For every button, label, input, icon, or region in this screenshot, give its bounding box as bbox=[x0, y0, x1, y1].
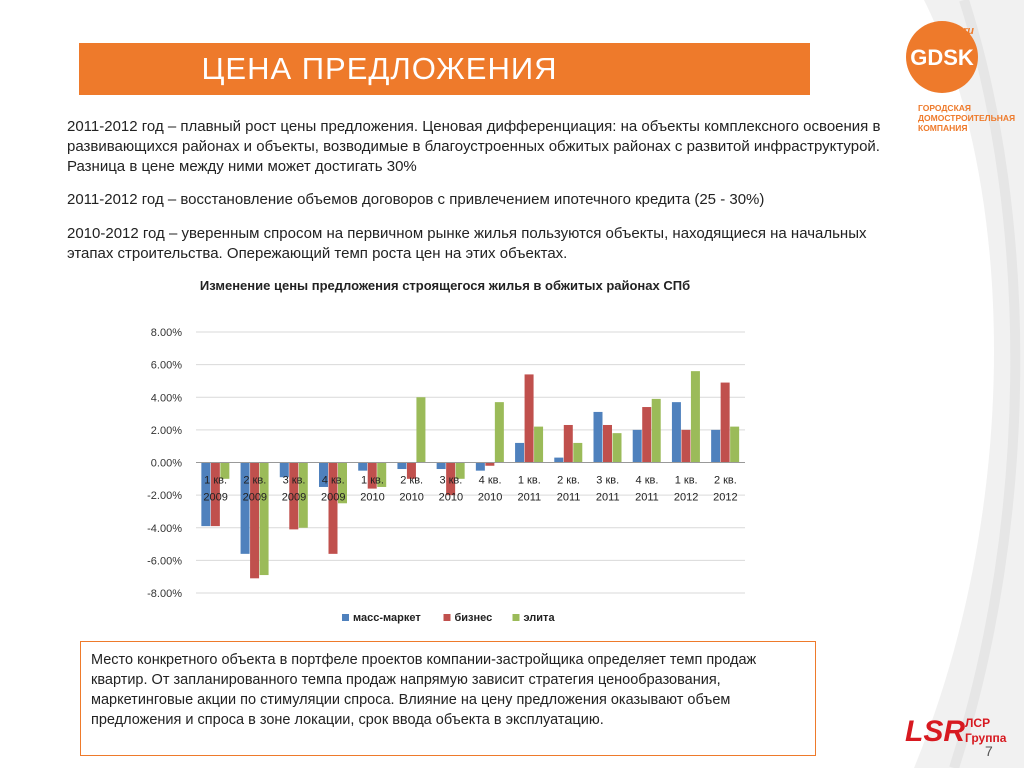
x-tick-label: 2011 bbox=[556, 491, 581, 504]
x-tick-label: 2 кв. bbox=[243, 474, 267, 487]
x-tick-label: 2010 bbox=[399, 491, 424, 504]
legend-swatch bbox=[513, 614, 520, 621]
y-tick-label: -6.00% bbox=[147, 555, 182, 568]
bar bbox=[525, 374, 534, 462]
svg-text:Группа: Группа bbox=[965, 731, 1007, 745]
x-tick-label: 3 кв. bbox=[439, 474, 463, 487]
bar bbox=[476, 463, 485, 471]
bar bbox=[721, 383, 730, 463]
x-tick-label: 2 кв. bbox=[557, 474, 580, 487]
bar bbox=[495, 402, 504, 462]
x-tick-label: 2010 bbox=[477, 491, 503, 504]
x-tick-label: 1 кв. bbox=[204, 474, 228, 487]
bar bbox=[691, 371, 700, 462]
x-tick-label: 1 кв. bbox=[674, 474, 698, 487]
bar bbox=[642, 407, 651, 462]
x-tick-label: 2011 bbox=[517, 491, 542, 504]
legend-label: бизнес bbox=[454, 612, 493, 624]
bar bbox=[573, 443, 582, 463]
x-tick-label: 2012 bbox=[673, 491, 699, 504]
svg-text:GDSK: GDSK bbox=[910, 45, 974, 70]
svg-text:ЛСР: ЛСР bbox=[965, 716, 991, 730]
x-tick-label: 1 кв. bbox=[361, 474, 384, 487]
logo-caption: ГОРОДСКАЯ ДОМОСТРОИТЕЛЬНАЯ КОМПАНИЯ bbox=[918, 103, 1016, 133]
legend-swatch bbox=[342, 614, 349, 621]
bar bbox=[416, 397, 425, 462]
paragraph-3: 2010-2012 год – уверенным спросом на первичном рынке жилья пользуются объекты, находящиеся на начальных этапах строительства. Опережающий темп роста цен на этих объектах. bbox=[67, 225, 867, 262]
bar bbox=[437, 463, 446, 470]
legend-label: масс-маркет bbox=[353, 612, 421, 624]
legend-label: элита bbox=[523, 612, 555, 624]
y-tick-label: -2.00% bbox=[147, 490, 182, 503]
chart-title: Изменение цены предложения строящегося жилья в обжитых районах СПб bbox=[199, 278, 691, 293]
bar bbox=[672, 402, 681, 462]
bar bbox=[681, 430, 690, 463]
y-tick-label: -4.00% bbox=[147, 522, 182, 535]
x-tick-label: 2011 bbox=[635, 491, 659, 504]
bar bbox=[594, 412, 603, 463]
x-tick-label: 3 кв. bbox=[282, 474, 306, 487]
x-tick-label: 2009 bbox=[321, 491, 346, 504]
svg-text:.ru: .ru bbox=[959, 25, 975, 37]
paragraph-1: 2011-2012 год – плавный рост цены предложения. Ценовая дифференциация: на объекты комплексного освоения в развивающихся районах и объекты, возводимые в благоустроенных обжитых районах с развитой инфраструктурой. Разница в цене между ними может достигать 30% bbox=[67, 118, 881, 175]
x-tick-label: 4 кв. bbox=[321, 474, 345, 487]
bar bbox=[730, 427, 739, 463]
bar bbox=[652, 399, 661, 463]
bar bbox=[711, 430, 720, 463]
bar-chart bbox=[130, 318, 760, 638]
y-tick-label: 6.00% bbox=[150, 359, 182, 372]
x-tick-label: 2010 bbox=[438, 491, 464, 504]
y-tick-label: -8.00% bbox=[147, 588, 182, 600]
bar bbox=[564, 425, 573, 463]
legend-swatch bbox=[444, 614, 451, 621]
y-tick-label: 2.00% bbox=[150, 424, 182, 437]
bar bbox=[633, 430, 642, 463]
y-tick-label: 8.00% bbox=[150, 327, 182, 339]
bar bbox=[358, 463, 367, 471]
slide-title: ЦЕНА ПРЕДЛОЖЕНИЯ bbox=[201, 51, 558, 86]
bar bbox=[613, 433, 622, 462]
bar bbox=[534, 427, 543, 463]
x-tick-label: 2 кв. bbox=[713, 474, 737, 487]
bar bbox=[554, 458, 563, 463]
paragraph-2: 2011-2012 год – восстановление объемов договоров с привлечением ипотечного кредита (25 - 30%) bbox=[67, 191, 765, 208]
x-tick-label: 2010 bbox=[360, 491, 385, 504]
x-tick-label: 4 кв. bbox=[635, 474, 659, 487]
svg-text:LSR: LSR bbox=[905, 715, 965, 748]
lsr-group-logo bbox=[905, 711, 1015, 751]
note-box: Место конкретного объекта в портфеле проектов компании-застройщика определяет темп продаж квартир. От запланированного темпа продаж напрямую зависит стратегия ценообразования, маркетинговые акции по стимуляции спроса. Влияние на цену предложения оказывают объем предложения и спроса в зоне локации, срок ввода объекта в эксплуатацию. bbox=[80, 641, 816, 756]
x-tick-label: 3 кв. bbox=[596, 474, 620, 487]
page-number: 7 bbox=[985, 743, 993, 759]
bar bbox=[397, 463, 406, 470]
gdsk-logo bbox=[905, 20, 979, 94]
x-tick-label: 2011 bbox=[595, 491, 620, 504]
y-tick-label: 4.00% bbox=[150, 392, 182, 405]
title-bar bbox=[79, 43, 810, 95]
x-tick-label: 2012 bbox=[713, 491, 738, 504]
x-tick-label: 4 кв. bbox=[478, 474, 502, 487]
x-tick-label: 2009 bbox=[203, 491, 228, 504]
bar bbox=[603, 425, 612, 463]
bar bbox=[515, 443, 524, 463]
x-tick-label: 2009 bbox=[242, 491, 268, 504]
x-tick-label: 1 кв. bbox=[517, 474, 541, 487]
x-tick-label: 2 кв. bbox=[400, 474, 424, 487]
x-tick-label: 2009 bbox=[281, 491, 307, 504]
y-tick-label: 0.00% bbox=[150, 457, 182, 470]
